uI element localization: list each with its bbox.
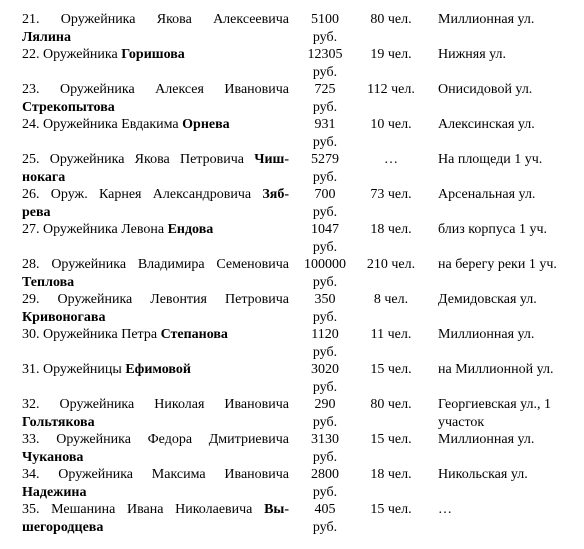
entry-street: Георгиевская ул., 1 участок bbox=[438, 397, 552, 430]
entry-name bbox=[22, 501, 289, 536]
entry-title: Оружейника Якова Алексеевича bbox=[60, 12, 290, 27]
entry-surname-part2: нокага bbox=[22, 169, 66, 185]
entry-street: … bbox=[438, 502, 452, 517]
entry-title: Оружейника Левона bbox=[43, 222, 165, 237]
entry-number: 28. bbox=[22, 257, 40, 272]
entry-people: 11 чел. bbox=[370, 327, 412, 342]
entry-people: 18 чел. bbox=[370, 467, 412, 482]
entry-sum: 1120 руб. bbox=[311, 327, 339, 360]
entry-sum: 700 руб. bbox=[312, 187, 338, 220]
entry-street: Миллионная ул. bbox=[438, 12, 535, 27]
entry-street: Демидовская ул. bbox=[438, 292, 537, 307]
entry-surname: Кривоногава bbox=[22, 309, 106, 325]
entry-title: Оружейника Николая Ивановича bbox=[59, 397, 289, 412]
entry-name bbox=[22, 221, 289, 239]
entry-surname: Ефимовой bbox=[125, 362, 191, 377]
entry-number: 22. bbox=[22, 47, 40, 62]
entry-title: Оружейницы bbox=[43, 362, 122, 377]
list-item bbox=[0, 291, 584, 325]
entry-name bbox=[22, 431, 289, 466]
entry-sum: 290 руб. bbox=[312, 397, 338, 430]
entry-people: 210 чел. bbox=[366, 257, 416, 272]
entry-people: 19 чел. bbox=[370, 47, 412, 62]
entry-name bbox=[22, 326, 289, 344]
entry-title: Оружейника Якова Петровича bbox=[49, 152, 244, 167]
entry-sum: 1047 руб. bbox=[311, 222, 339, 255]
entry-name bbox=[22, 256, 289, 291]
entry-number: 35. bbox=[22, 502, 40, 517]
entry-surname-part1: Чиш- bbox=[254, 152, 290, 167]
list-item bbox=[0, 116, 584, 150]
entry-people: 112 чел. bbox=[367, 82, 415, 97]
entry-sum: 5100 руб. bbox=[311, 12, 339, 45]
entry-street: Миллионная ул. bbox=[438, 327, 535, 342]
list-item bbox=[0, 256, 584, 290]
entry-title: Оружейника Евдакима bbox=[43, 117, 179, 132]
entry-people: 15 чел. bbox=[370, 432, 412, 447]
entry-sum: 100000 руб. bbox=[304, 257, 346, 290]
entry-number: 26. bbox=[22, 187, 40, 202]
entry-street: Нижняя ул. bbox=[438, 47, 507, 62]
entry-surname-part2: рева bbox=[22, 204, 51, 220]
entry-street: Миллионная ул. bbox=[438, 432, 535, 447]
list-item bbox=[0, 221, 584, 255]
entry-surname: Степанова bbox=[160, 327, 228, 342]
entry-people: 73 чел. bbox=[370, 187, 412, 202]
entry-number: 29. bbox=[22, 292, 40, 307]
entry-surname: Лялина bbox=[22, 29, 71, 45]
entry-title: Оружейника bbox=[43, 47, 118, 62]
list-item bbox=[0, 326, 584, 360]
entry-name bbox=[22, 11, 289, 46]
entry-number: 21. bbox=[22, 12, 40, 27]
entry-name bbox=[22, 151, 289, 186]
entry-title: Оружейника Федора Дмитриевича bbox=[56, 432, 290, 447]
list-item bbox=[0, 431, 584, 465]
entry-street: Никольская ул. bbox=[438, 467, 528, 482]
entry-sum: 405 руб. bbox=[312, 502, 338, 535]
entry-sum: 931 руб. bbox=[312, 117, 338, 150]
entry-number: 34. bbox=[22, 467, 40, 482]
entry-surname-part1: Вы- bbox=[264, 502, 290, 517]
entry-people: 8 чел. bbox=[373, 292, 409, 307]
entry-sum: 350 руб. bbox=[312, 292, 338, 325]
entry-sum: 5279 руб. bbox=[311, 152, 339, 185]
entry-street: Алексинская ул. bbox=[438, 117, 535, 132]
list-item bbox=[0, 11, 584, 45]
entry-people: 80 чел. bbox=[370, 12, 412, 27]
entry-name bbox=[22, 396, 289, 431]
list-item bbox=[0, 466, 584, 500]
entry-number: 24. bbox=[22, 117, 40, 132]
entry-people: … bbox=[384, 152, 398, 167]
entry-name bbox=[22, 46, 289, 64]
entry-name bbox=[22, 186, 289, 221]
entry-people: 18 чел. bbox=[370, 222, 412, 237]
entry-title: Оружейника Петра bbox=[43, 327, 158, 342]
entry-surname-part2: шегородцева bbox=[22, 519, 104, 535]
entry-surname: Орнева bbox=[182, 117, 230, 132]
entry-sum: 725 руб. bbox=[312, 82, 338, 115]
entry-surname-part1: Зяб- bbox=[262, 187, 290, 202]
entry-title: Оружейника Алексея Ивановича bbox=[59, 82, 290, 97]
entry-number: 30. bbox=[22, 327, 40, 342]
entry-street: близ корпуса 1 уч. bbox=[438, 222, 548, 237]
list-item bbox=[0, 361, 584, 395]
entry-name bbox=[22, 81, 289, 116]
entry-surname: Теплова bbox=[22, 274, 75, 290]
entry-surname: Горишова bbox=[121, 47, 185, 62]
list-item bbox=[0, 501, 584, 535]
entry-people: 15 чел. bbox=[370, 502, 412, 517]
entry-street: на берегу реки 1 уч. bbox=[438, 257, 557, 272]
entry-number: 32. bbox=[22, 397, 40, 412]
entry-title: Оружейника Владимира Семеновича bbox=[51, 257, 290, 272]
list-item bbox=[0, 396, 584, 430]
list-item bbox=[0, 186, 584, 220]
entry-number: 31. bbox=[22, 362, 40, 377]
entry-people: 10 чел. bbox=[370, 117, 412, 132]
entry-title: Мешанина Ивана Николаевича bbox=[51, 502, 253, 517]
entry-people: 80 чел. bbox=[370, 397, 412, 412]
entry-street: на Миллионной ул. bbox=[438, 362, 554, 377]
entry-surname: Чуканова bbox=[22, 449, 84, 465]
list-item bbox=[0, 46, 584, 80]
entry-surname: Гольтякова bbox=[22, 414, 95, 430]
entry-sum: 3020 руб. bbox=[311, 362, 339, 395]
entry-street: Арсенальная ул. bbox=[438, 187, 536, 202]
entry-street: На площеди 1 уч. bbox=[438, 152, 543, 167]
list-item bbox=[0, 81, 584, 115]
entry-surname: Стрекопытова bbox=[22, 99, 115, 115]
entry-surname: Ендова bbox=[167, 222, 214, 237]
entry-sum: 3130 руб. bbox=[311, 432, 339, 465]
entry-number: 23. bbox=[22, 82, 40, 97]
entry-number: 33. bbox=[22, 432, 40, 447]
entry-name bbox=[22, 116, 289, 134]
entry-title: Оружейника Левонтия Петровича bbox=[57, 292, 289, 307]
entry-surname: Надежина bbox=[22, 484, 87, 500]
entry-title: Оруж. Карнея Александровича bbox=[50, 187, 252, 202]
entry-number: 27. bbox=[22, 222, 40, 237]
entry-name bbox=[22, 291, 289, 326]
entry-number: 25. bbox=[22, 152, 40, 167]
entry-street: Онисидовой ул. bbox=[438, 82, 533, 97]
entry-people: 15 чел. bbox=[370, 362, 412, 377]
entry-name bbox=[22, 361, 289, 379]
entry-sum: 12305 руб. bbox=[307, 47, 343, 80]
list-item bbox=[0, 151, 584, 185]
entry-title: Оружейника Максима Ивановича bbox=[58, 467, 290, 482]
entry-sum: 2800 руб. bbox=[311, 467, 339, 500]
entry-name bbox=[22, 466, 289, 501]
